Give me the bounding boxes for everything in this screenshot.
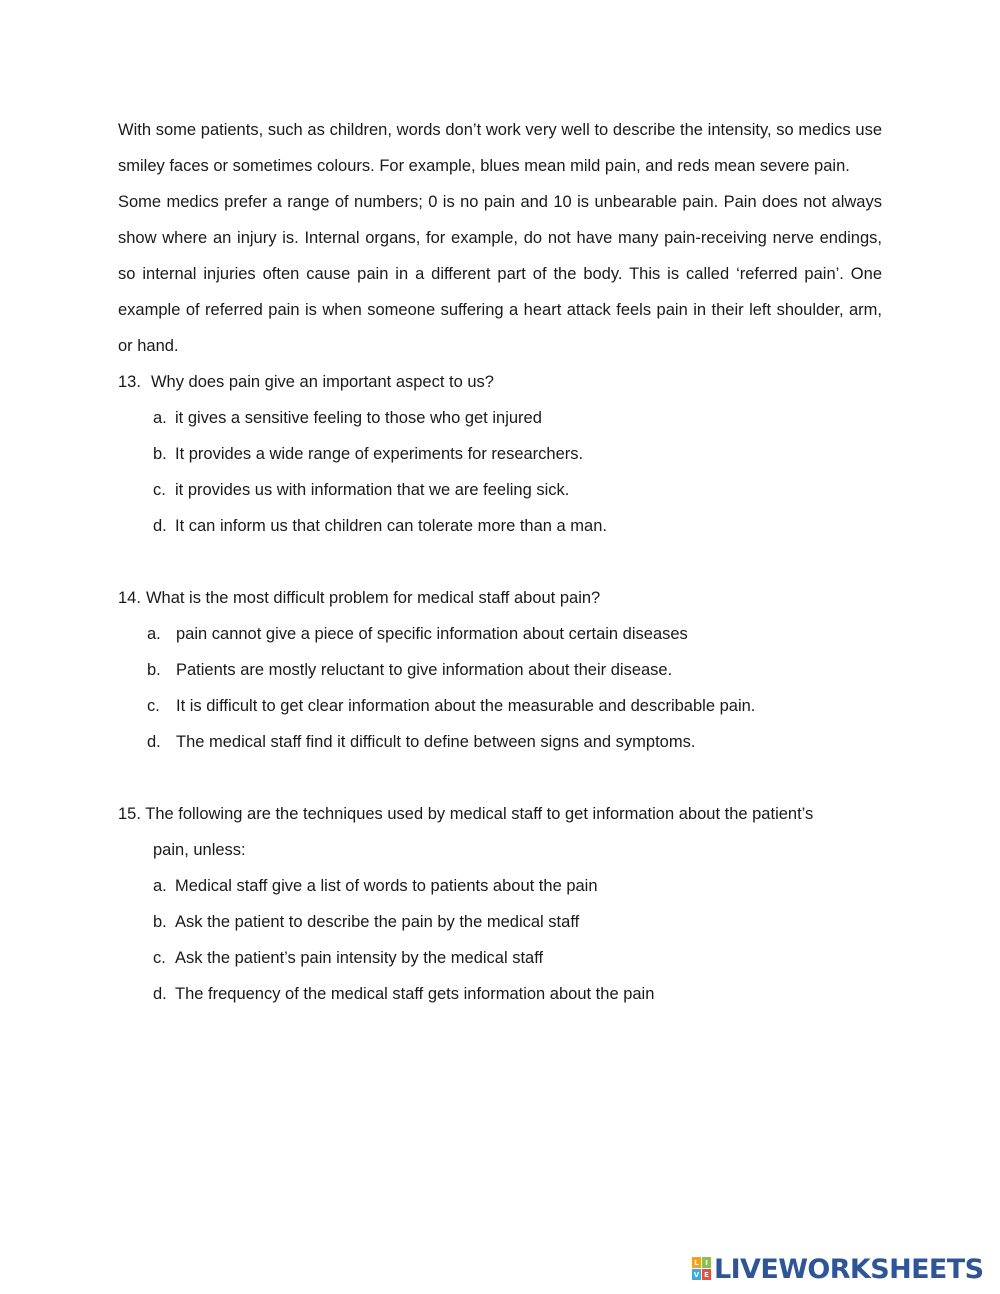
question-text: What is the most difficult problem for medical staff about pain? bbox=[145, 589, 601, 607]
option-text: pain cannot give a piece of specific information about certain diseases bbox=[176, 625, 688, 643]
option-letter: b. bbox=[153, 445, 167, 463]
option-letter: c. bbox=[153, 949, 166, 967]
logo-letter: I bbox=[702, 1257, 711, 1268]
logo-icon bbox=[692, 1257, 711, 1281]
options-list bbox=[118, 616, 882, 760]
option-b[interactable] bbox=[118, 904, 882, 940]
option-letter: b. bbox=[153, 913, 167, 931]
liveworksheets-logo[interactable] bbox=[692, 1253, 983, 1285]
spacer bbox=[118, 760, 882, 796]
question-number: 15. bbox=[118, 805, 141, 823]
option-a[interactable] bbox=[118, 616, 882, 652]
option-c[interactable] bbox=[118, 940, 882, 976]
question-number: 14. bbox=[118, 589, 141, 607]
option-a[interactable] bbox=[118, 868, 882, 904]
passage-paragraph-2: Some medics prefer a range of numbers; 0 is no pain and 10 is unbearable pain. Pain does not always show where an injury is. Internal organs, for example, do not have many pain-receiving nerve endings, so internal injuries often cause pain in a different part of the body. This is called ‘referred pain’. One example of referred pain is when someone suffering a heart attack feels pain in their left shoulder, arm, or hand. bbox=[118, 193, 882, 355]
brand-name: LIVEWORKSHEETS bbox=[714, 1253, 984, 1285]
question-13 bbox=[118, 364, 882, 544]
option-d[interactable] bbox=[118, 976, 882, 1012]
option-text: It can inform us that children can tolerate more than a man. bbox=[175, 517, 607, 535]
question-text: Why does pain give an important aspect to us? bbox=[150, 373, 494, 391]
option-d[interactable] bbox=[118, 508, 882, 544]
question-14 bbox=[118, 580, 882, 760]
option-letter: d. bbox=[147, 733, 161, 751]
option-letter: c. bbox=[147, 697, 160, 715]
question-text: The following are the techniques used by medical staff to get information about the patient’s bbox=[145, 805, 814, 823]
logo-letter: V bbox=[693, 1270, 700, 1279]
option-text: It provides a wide range of experiments for researchers. bbox=[175, 445, 584, 463]
passage-paragraph-1: With some patients, such as children, words don’t work very well to describe the intensity, so medics use smiley faces or sometimes colours. For example, blues mean mild pain, and reds mean severe pain. bbox=[118, 121, 882, 175]
option-text: The medical staff find it difficult to define between signs and symptoms. bbox=[176, 733, 696, 751]
option-b[interactable] bbox=[118, 652, 882, 688]
question-text-continued: pain, unless: bbox=[153, 841, 246, 859]
option-d[interactable] bbox=[118, 724, 882, 760]
option-letter: a. bbox=[153, 877, 167, 895]
question-15 bbox=[118, 796, 882, 1012]
spacer bbox=[118, 544, 882, 580]
option-letter: d. bbox=[153, 985, 167, 1003]
worksheet-page bbox=[118, 112, 882, 1012]
option-a[interactable] bbox=[118, 400, 882, 436]
option-text: Patients are mostly reluctant to give information about their disease. bbox=[176, 661, 673, 679]
logo-letter: E bbox=[702, 1269, 711, 1280]
option-letter: a. bbox=[153, 409, 167, 427]
option-letter: b. bbox=[147, 661, 161, 679]
question-number: 13. bbox=[118, 373, 141, 391]
options-list bbox=[118, 868, 882, 1012]
logo-letter: L bbox=[692, 1257, 701, 1268]
option-text: it gives a sensitive feeling to those who get injured bbox=[175, 409, 542, 427]
options-list bbox=[118, 400, 882, 544]
option-text: The frequency of the medical staff gets information about the pain bbox=[175, 985, 655, 1003]
option-letter: d. bbox=[153, 517, 167, 535]
option-text: It is difficult to get clear information about the measurable and describable pain. bbox=[176, 697, 756, 715]
option-text: it provides us with information that we are feeling sick. bbox=[175, 481, 570, 499]
option-c[interactable] bbox=[118, 472, 882, 508]
option-letter: a. bbox=[147, 625, 161, 643]
option-text: Ask the patient to describe the pain by the medical staff bbox=[175, 913, 580, 931]
option-c[interactable] bbox=[118, 688, 882, 724]
option-b[interactable] bbox=[118, 436, 882, 472]
option-text: Medical staff give a list of words to patients about the pain bbox=[175, 877, 598, 895]
option-text: Ask the patient’s pain intensity by the medical staff bbox=[175, 949, 544, 967]
option-letter: c. bbox=[153, 481, 166, 499]
